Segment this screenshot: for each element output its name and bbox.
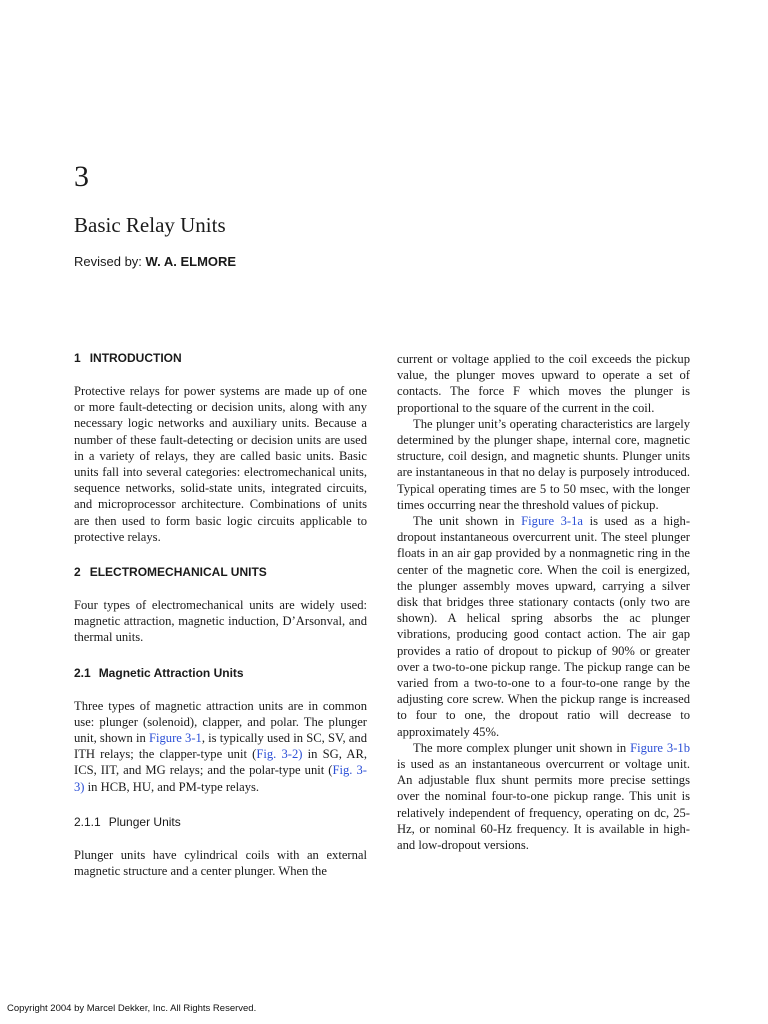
paragraph-introduction: Protective relays for power systems are made up of one or more fault-detecting or decision units, along with any necessary logic networks and auxiliary units. Because a number of these fault-detecting or decision units are used in a variety of relays, they are called basic units. Basic units fall into several categories: electromechanical units, sequence networks, solid-state units, integrated circuits, and microprocessor architecture. Combinations of units are then used to form basic logic circuits applicable to protective relays. (74, 384, 367, 544)
section-title: ELECTROMECHANICAL UNITS (89, 565, 267, 580)
paragraph-magnetic-attraction: Three types of magnetic attraction units are in common use: plunger (solenoid), clapper, and polar. The plunger unit, shown in Figure 3-1, is typically used in SC, SV, and ITH relays; the clapper-type unit (Fig. 3-2) in SG, AR, ICS, IIT, and MG relays; and the polar-type unit (Fig. 3-3) in HCB, HU, and PM-type relays. (74, 698, 368, 794)
section-number: 2 (74, 565, 81, 580)
paragraph-figure-3-1a: The unit shown in Figure 3-1a is used as a high-dropout instantaneous overcurrent unit. The steel plunger floats in an air gap provided by a nonmagnetic ring in the center of the magnetic core. When the coil is energized, the plunger assembly moves upward, carrying a silver disk that bridges three stationary contacts (only two are shown). A helical spring absorbs the ac plunger vibrations, producing good contact action. The air gap provides a ratio of dropout to pickup of 90% or greater over a two-to-one pickup range. The pickup range can be varied from a two-to-one to a four-to-one range by the adjusting core screw. When the pickup range is increased to four to one, the dropout ratio will decrease to approximately 45%. (397, 514, 691, 739)
figure-3-3-link[interactable]: Fig. 3-3) (74, 763, 368, 794)
subsection-number: 2.1 (74, 665, 91, 680)
chapter-number: 3 (74, 160, 89, 193)
figure-3-1b-link[interactable]: Figure 3-1b (630, 740, 690, 755)
paragraph-plunger-continued: current or voltage applied to the coil exceeds the pickup value, the plunger moves upward to operate a set of contacts. The force F which moves the plunger is proportional to the square of the current in the coil. (397, 352, 690, 415)
paragraph-figure-3-1b: The more complex plunger unit shown in Figure 3-1b is used as an instantaneous overcurrent or voltage unit. An adjustable flux shunt permits more precise settings over the nominal four-to-one pickup range. This unit is relatively independent of frequency, operating on dc, 25-Hz, or nominal 60-Hz frequency. It is available in high- and low-dropout versions. (397, 740, 690, 853)
section-number: 1 (74, 351, 81, 365)
copyright-footer: Copyright 2004 by Marcel Dekker, Inc. All Rights Reserved. (7, 1003, 257, 1014)
right-column (397, 351, 690, 853)
paragraph-electromechanical: Four types of electromechanical units are widely used: magnetic attraction, magnetic induction, D’Arsonval, and thermal units. (74, 598, 367, 645)
subsubsection-title: Plunger Units (108, 814, 181, 829)
paragraph-plunger-units: Plunger units have cylindrical coils with an external magnetic structure and a center plunger. When the (74, 847, 367, 879)
figure-3-2-link[interactable]: Fig. 3-2) (256, 747, 303, 762)
reviser-line (74, 253, 236, 271)
chapter-title: Basic Relay Units (74, 213, 226, 237)
left-column (74, 350, 367, 879)
section-heading-electromechanical (74, 564, 367, 580)
figure-3-1a-link[interactable]: Figure 3-1a (521, 514, 583, 529)
reviser-name: W. A. ELMORE (145, 254, 237, 269)
section-heading-introduction (74, 350, 367, 366)
subsubsection-number: 2.1.1 (74, 814, 101, 829)
subsection-title: Magnetic Attraction Units (98, 665, 244, 680)
paragraph-operating-characteristics: The plunger unit’s operating characteristics are largely determined by the plunger shape, internal core, magnetic structure, coil design, and magnetic shunts. Plunger units are instantaneous in that no delay is purposely introduced. Typical operating times are 5 to 50 msec, with the longer times occurring near the threshold values of pickup. (397, 416, 690, 512)
subsection-heading-magnetic-attraction (74, 665, 367, 681)
section-title: INTRODUCTION (89, 351, 182, 365)
figure-3-1-link[interactable]: Figure 3-1 (148, 731, 202, 746)
subsubsection-heading-plunger-units (74, 814, 367, 830)
revised-label: Revised by: (74, 254, 142, 269)
